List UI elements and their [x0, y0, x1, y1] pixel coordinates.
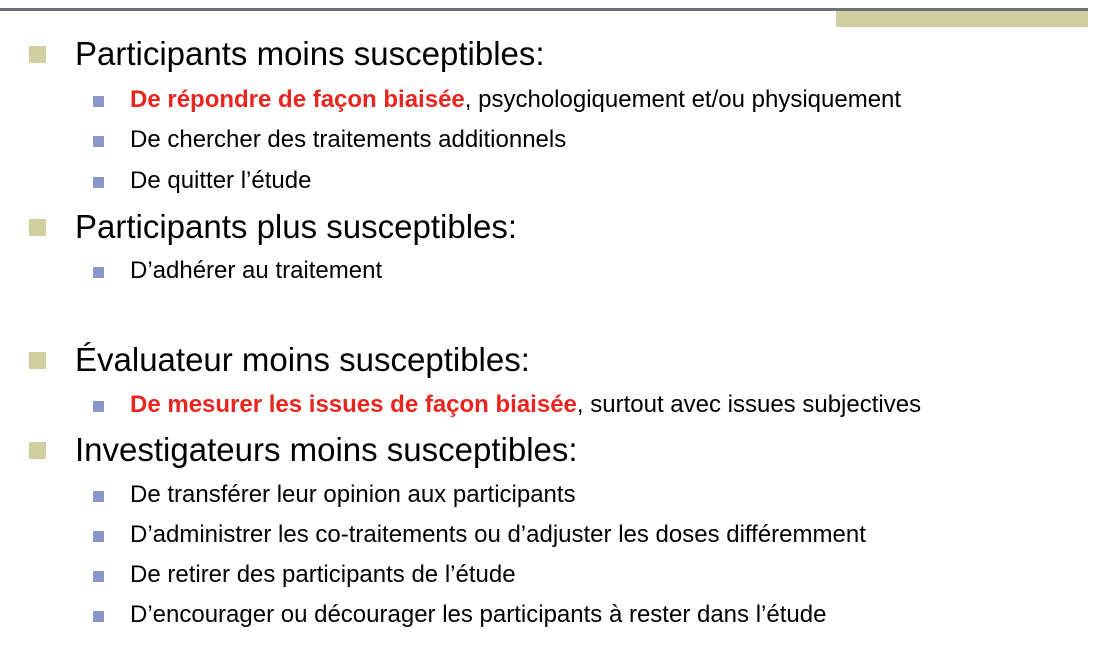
square-bullet-icon: [29, 219, 46, 236]
emphasis-text: De mesurer les issues de façon biaisée: [130, 391, 577, 418]
bullet-text-rest: , surtout avec issues subjectives: [576, 391, 922, 418]
square-bullet-icon: [93, 531, 104, 542]
bullet-text: [130, 84, 901, 116]
square-bullet-icon: [93, 571, 104, 582]
bullet-text: De retirer des participants de l’étude: [130, 561, 516, 588]
bullet-text: D’encourager ou décourager les participants à rester dans l’étude: [130, 601, 827, 628]
bullet-text-rest: , psychologiquement et/ou physiquement: [464, 86, 902, 113]
heading-text: Investigateurs moins susceptibles:: [75, 431, 578, 468]
square-bullet-icon: [29, 352, 46, 369]
square-bullet-icon: [93, 611, 104, 622]
square-bullet-icon: [93, 136, 104, 147]
square-bullet-icon: [93, 491, 104, 502]
bullet-text: D’administrer les co-traitements ou d’adjuster les doses différemment: [130, 521, 866, 548]
heading-text: Participants moins susceptibles:: [75, 35, 545, 72]
square-bullet-icon: [93, 177, 104, 188]
square-bullet-icon: [93, 96, 104, 107]
heading-text: Participants plus susceptibles:: [75, 208, 518, 245]
bullet-text: D’adhérer au traitement: [130, 257, 383, 284]
header-accent-bar: [836, 11, 1088, 27]
bullet-text: De quitter l’étude: [130, 167, 312, 194]
bullet-text: [130, 389, 921, 421]
bullet-text: De chercher des traitements additionnels: [130, 126, 567, 153]
emphasis-text: De répondre de façon biaisée: [130, 86, 465, 113]
square-bullet-icon: [93, 401, 104, 412]
square-bullet-icon: [29, 46, 46, 63]
square-bullet-icon: [29, 442, 46, 459]
heading-text: Évaluateur moins susceptibles:: [75, 341, 530, 378]
bullet-text: De transférer leur opinion aux participants: [130, 481, 576, 508]
square-bullet-icon: [93, 267, 104, 278]
